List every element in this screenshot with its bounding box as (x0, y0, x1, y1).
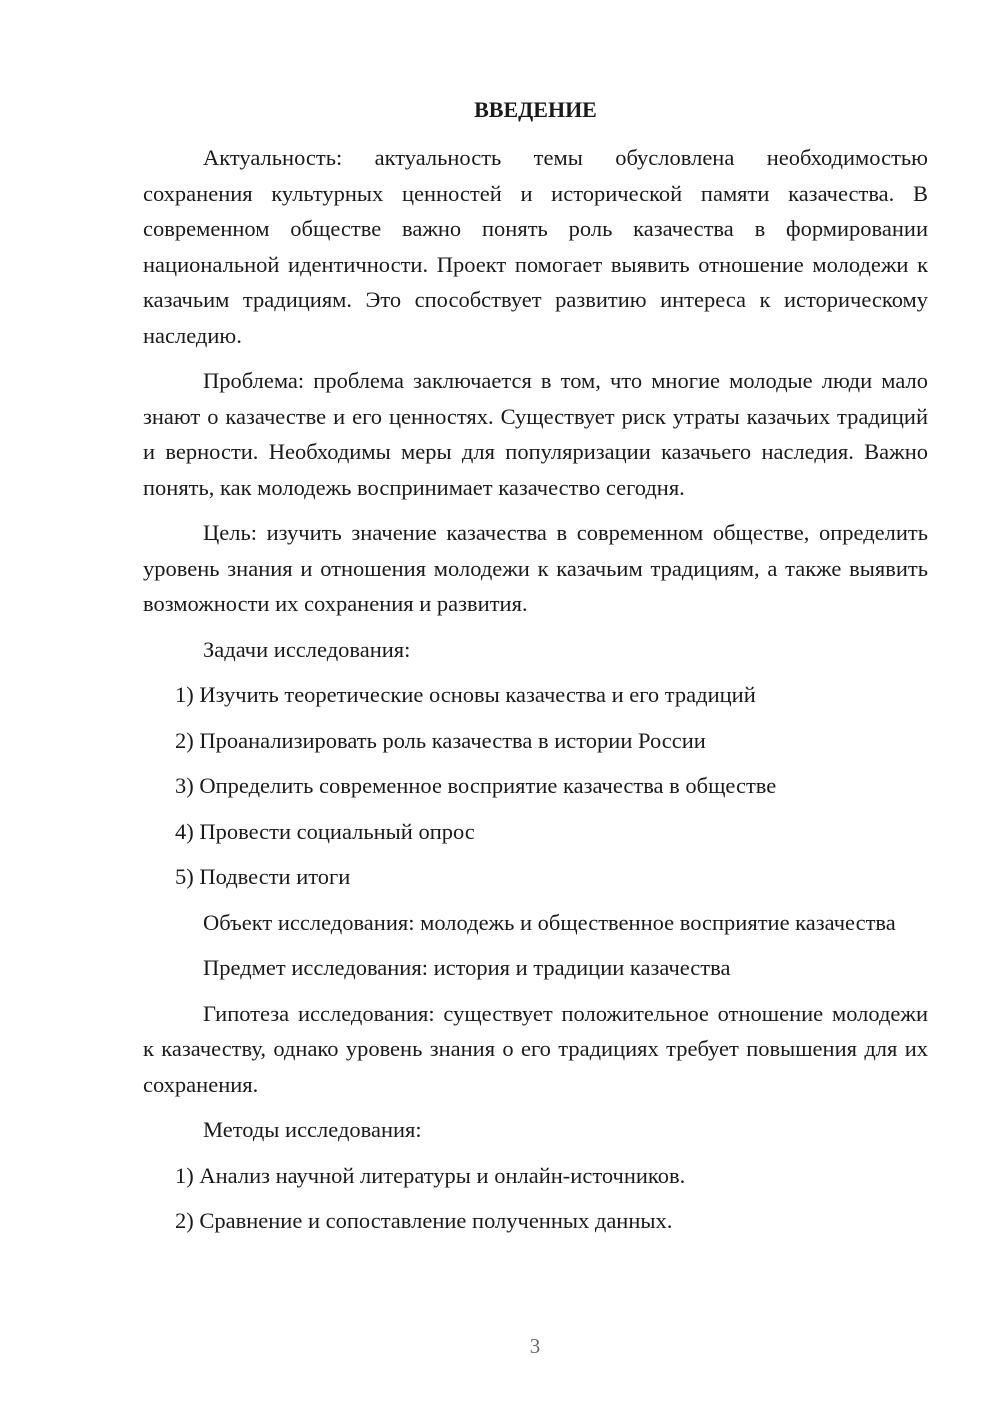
task-item: 4) Провести социальный опрос (175, 818, 475, 844)
relevance-paragraph: Актуальность: актуальность темы обусловлена необходимостью сохранения культурных ценностей и исторической памяти казачества. В современном обществе важно понять роль казачества в формировании национальной идентичности. Проект помогает выявить отношение молодежи к казачьим традициям. Это способствует развитию интереса к историческому наследию. (143, 145, 928, 348)
method-item: 1) Анализ научной литературы и онлайн-источников. (175, 1162, 686, 1188)
page-number: 3 (529, 1334, 541, 1358)
subject-paragraph: Предмет исследования: история и традиции казачества (203, 955, 731, 980)
problem-paragraph: Проблема: проблема заключается в том, что многие молодые люди мало знают о казачестве и его ценностях. Существует риск утраты казачьих традиций и верности. Необходимы меры для популяризации казачьего наследия. Важно понять, как молодежь воспринимает казачество сегодня. (143, 368, 928, 500)
task-item: 3) Определить современное восприятие казачества в обществе (175, 773, 777, 798)
methods-label: Методы исследования: (203, 1117, 422, 1142)
object-paragraph: Объект исследования: молодежь и общественное восприятие казачества (203, 909, 896, 935)
method-item: 2) Сравнение и сопоставление полученных данных. (175, 1208, 673, 1233)
task-item: 2) Проанализировать роль казачества в истории России (175, 727, 706, 753)
section-heading: ВВЕДЕНИЕ (474, 97, 597, 122)
task-item: 1) Изучить теоретические основы казачества и его традиций (175, 682, 756, 707)
methods-list (143, 1158, 928, 1239)
goal-paragraph: Цель: изучить значение казачества в современном обществе, определить уровень знания и отношения молодежи к казачьим традициям, а также выявить возможности их сохранения и развития. (143, 520, 928, 616)
tasks-label: Задачи исследования: (203, 636, 411, 662)
document-page (143, 94, 928, 1249)
hypothesis-paragraph: Гипотеза исследования: существует положительное отношение молодежи к казачеству, однако уровень знания о его традициях требует повышения для их сохранения. (143, 1000, 928, 1097)
tasks-list (143, 677, 928, 895)
task-item: 5) Подвести итоги (175, 864, 351, 889)
